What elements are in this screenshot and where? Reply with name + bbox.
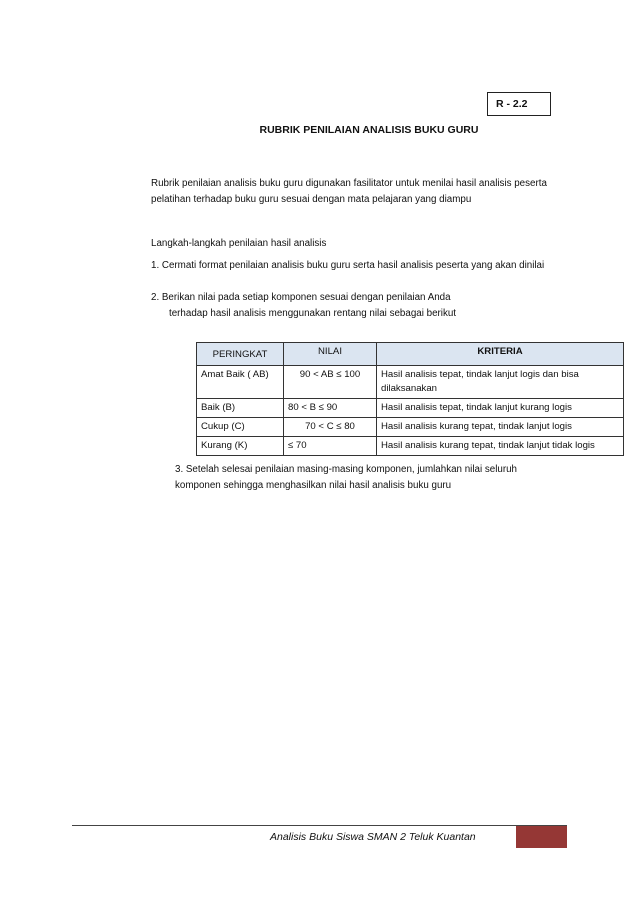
table-row [197,437,624,456]
document-title: RUBRIK PENILAIAN ANALISIS BUKU GURU [259,124,479,136]
cell-kriteria: Hasil analisis kurang tepat, tindak lanjut logis [377,418,624,437]
header-nilai: NILAI [284,343,377,366]
cell-nilai: 80 < B ≤ 90 [284,399,377,418]
header-kriteria: KRITERIA [377,343,624,366]
footer-text: Analisis Buku Siswa SMAN 2 Teluk Kuantan [270,831,476,843]
cell-kriteria: Hasil analisis tepat, tindak lanjut kurang logis [377,399,624,418]
table-row [197,366,624,399]
cell-kriteria: Hasil analisis tepat, tindak lanjut logis dan bisa dilaksanakan [377,366,624,399]
document-code-box: R - 2.2 [487,92,551,116]
footer-page-block [516,826,567,848]
cell-peringkat: Amat Baik ( AB) [197,366,284,399]
table-row [197,418,624,437]
step-2-line-1: 2. Berikan nilai pada setiap komponen sesuai dengan penilaian Anda [151,292,451,303]
cell-nilai: 70 < C ≤ 80 [284,418,377,437]
cell-peringkat: Baik (B) [197,399,284,418]
step-3: 3. Setelah selesai penilaian masing-masing komponen, jumlahkan nilai seluruh komponen sehingga menghasilkan nilai hasil analisis buku guru [175,464,518,491]
footer-divider [72,825,567,826]
cell-peringkat: Cukup (C) [197,418,284,437]
cell-peringkat: Kurang (K) [197,437,284,456]
header-peringkat: PERINGKAT [197,343,284,366]
step-1: 1. Cermati format penilaian analisis buku guru serta hasil analisis peserta yang akan dinilai [151,260,545,271]
table-header-row [197,343,624,366]
table-row [197,399,624,418]
steps-label: Langkah-langkah penilaian hasil analisis [151,238,327,249]
cell-nilai: 90 < AB ≤ 100 [284,366,377,399]
intro-paragraph: Rubrik penilaian analisis buku guru digunakan fasilitator untuk menilai hasil analisis peserta pelatihan terhadap buku guru sesuai dengan mata pelajaran yang diampu [151,178,547,205]
cell-kriteria: Hasil analisis kurang tepat, tindak lanjut tidak logis [377,437,624,456]
step-2 [151,290,551,322]
step-2-line-2: terhadap hasil analisis menggunakan rentang nilai sebagai berikut [169,308,457,319]
cell-nilai: ≤ 70 [284,437,377,456]
rubric-table [196,342,624,456]
